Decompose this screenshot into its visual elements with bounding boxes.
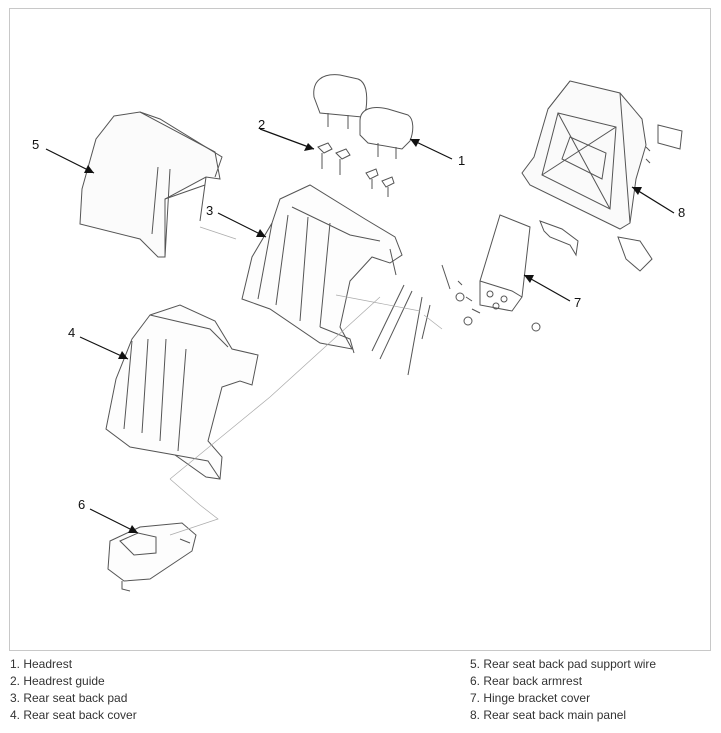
callout-5: 5	[32, 137, 40, 152]
exploded-diagram-frame	[9, 8, 711, 651]
callout-1: 1	[458, 153, 466, 168]
callout-4: 4	[68, 325, 76, 340]
legend-item-seat-back-cover: 4. Rear seat back cover	[10, 708, 137, 722]
hinge-bracket-cover-part	[456, 215, 652, 331]
legend-item-headrest: 1. Headrest	[10, 657, 73, 671]
support-wire-part	[80, 112, 222, 257]
legend-item-main-panel: 8. Rear seat back main panel	[470, 708, 627, 722]
legend-item-seat-back-pad: 3. Rear seat back pad	[10, 691, 128, 705]
leader-line-2	[260, 129, 314, 149]
callout-7: 7	[574, 295, 582, 310]
callout-6: 6	[78, 497, 86, 512]
exploded-diagram	[10, 9, 712, 652]
wire-segments	[372, 249, 450, 375]
main-panel-part	[522, 81, 682, 229]
seat-back-pad-part	[242, 185, 402, 353]
armrest-part	[108, 523, 196, 591]
legend-item-headrest-guide: 2. Headrest guide	[10, 674, 105, 688]
callout-8: 8	[678, 205, 686, 220]
headrest-part	[314, 75, 413, 159]
callout-2: 2	[258, 117, 266, 132]
legend-column-right	[470, 656, 656, 724]
legend-item-support-wire: 5. Rear seat back pad support wire	[470, 657, 657, 671]
headrest-guide-part	[318, 143, 394, 197]
parts-legend	[10, 656, 712, 728]
callout-3: 3	[206, 203, 214, 218]
legend-item-hinge-bracket-cover: 7. Hinge bracket cover	[470, 691, 591, 705]
seat-back-cover-part	[106, 305, 258, 479]
legend-item-armrest: 6. Rear back armrest	[470, 674, 583, 688]
legend-column-left	[10, 656, 137, 724]
